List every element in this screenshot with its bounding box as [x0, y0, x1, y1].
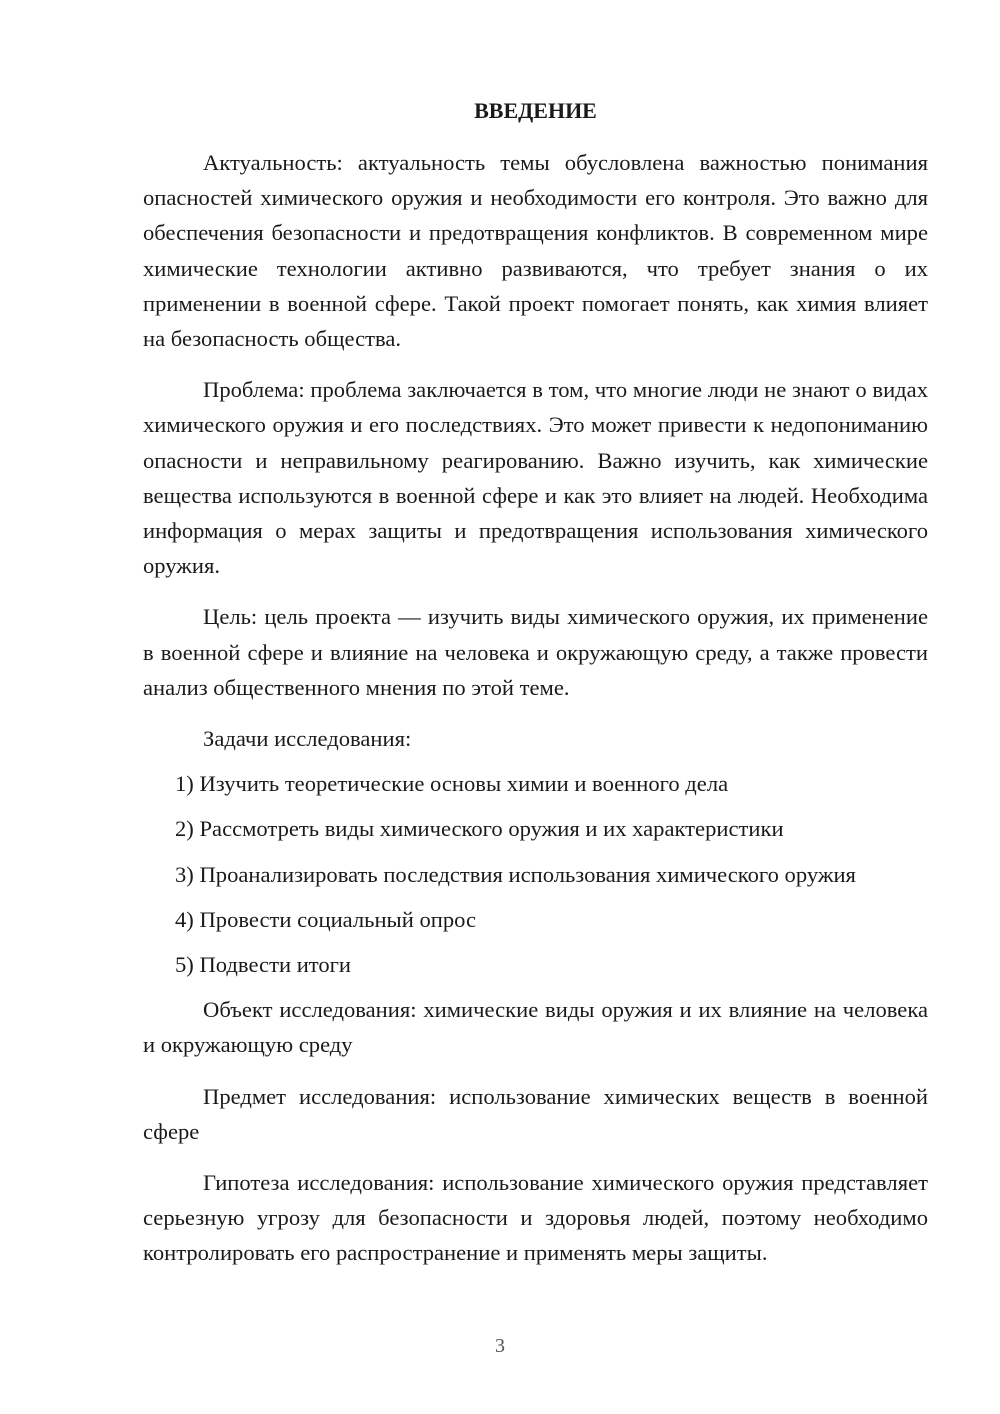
tasks-list [143, 766, 928, 982]
task-item: 3) Проанализировать последствия использования химического оружия [175, 861, 856, 887]
paragraph-problem: Проблема: проблема заключается в том, что многие люди не знают о видах химического оружия и его последствиях. Это может привести к недопониманию опасности и неправильному реагированию. Важно изучить, как химические вещества используются в военной сфере и как это влияет на людей. Необходима информация о мерах защиты и предотвращения использования химического оружия. [143, 377, 928, 579]
task-item: 2) Рассмотреть виды химического оружия и их характеристики [175, 816, 784, 842]
task-item: 5) Подвести итоги [175, 952, 352, 978]
paragraph-hypothesis: Гипотеза исследования: использование химического оружия представляет серьезную угрозу для безопасности и здоровья людей, поэтому необходимо контролировать его распространение и применять меры защиты. [143, 1170, 928, 1266]
document-page [143, 96, 928, 1287]
section-heading: ВВЕДЕНИЕ [474, 98, 597, 123]
paragraph-object: Объект исследования: химические виды оружия и их влияние на человека и окружающую среду [143, 997, 928, 1058]
task-item: 4) Провести социальный опрос [175, 906, 477, 932]
paragraph-subject: Предмет исследования: использование химических веществ в военной сфере [143, 1083, 928, 1144]
paragraph-relevance: Актуальность: актуальность темы обусловлена важностью понимания опасностей химического оружия и необходимости его контроля. Это важно для обеспечения безопасности и предотвращения конфликтов. В современном мире химические технологии активно развиваются, что требует знания о их применении в военной сфере. Такой проект помогает понять, как химия влияет на безопасность общества. [143, 150, 928, 352]
tasks-heading: Задачи исследования: [203, 726, 412, 752]
paragraph-goal: Цель: цель проекта — изучить виды химического оружия, их применение в военной сфере и влияние на человека и окружающую среду, а также провести анализ общественного мнения по этой теме. [143, 604, 928, 700]
task-item: 1) Изучить теоретические основы химии и военного дела [175, 771, 729, 797]
page-number: 3 [495, 1335, 505, 1357]
